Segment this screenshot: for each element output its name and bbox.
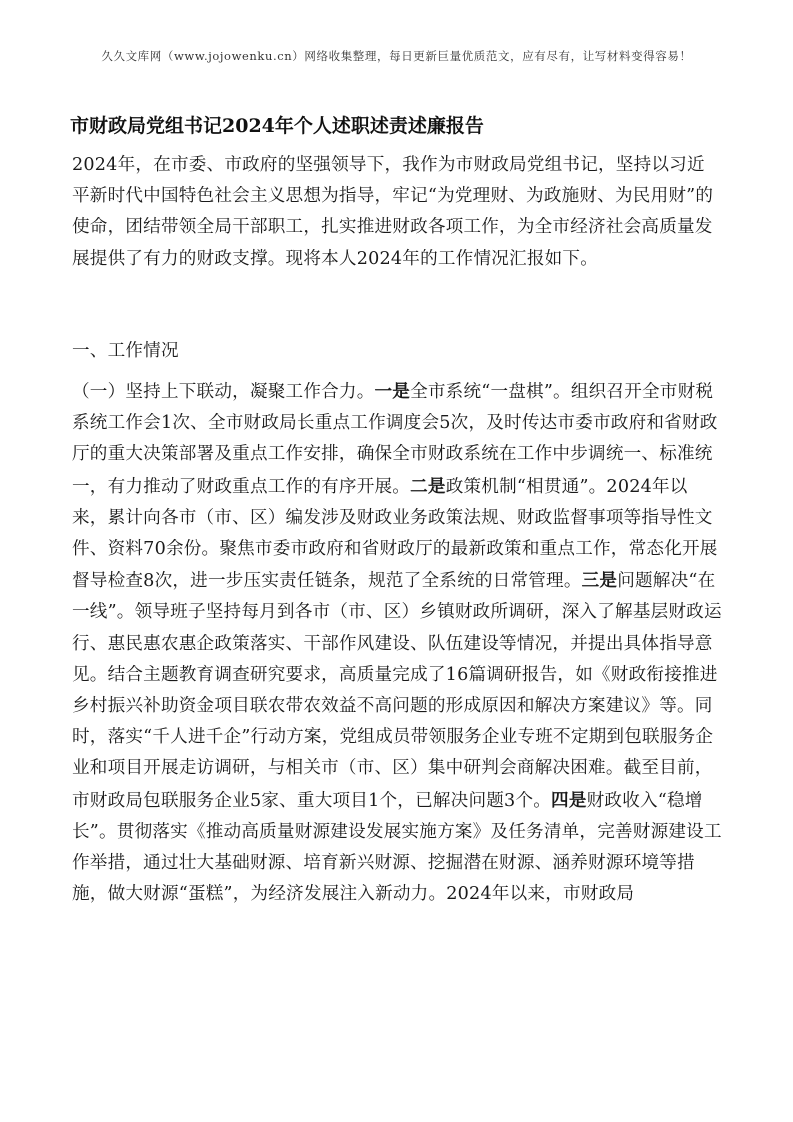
point-fourth-text: 财政收入“稳增长”。贯彻落实《推动高质量财源建设发展实施方案》及任务清单，完善财源建设工作举措，通过壮大基础财源、培育新兴财源、挖掘潜在财源、涵养财源环境等措施，做大财源“蛋糕”，为经济发展注入新动力。2024年以来，市财政局 [72, 790, 722, 905]
section-heading [72, 336, 722, 367]
work-paragraph-1-text [72, 376, 722, 910]
intro-text: 2024年，在市委、市政府的坚强领导下，我作为市财政局党组书记，坚持以习近平新时代中国特色社会主义思想为指导，牢记“为党理财、为政施财、为民用财”的使命，团结带领全局干部职工，扎实推进财政各项工作，为全市经济社会高质量发展提供了有力的财政支撑。现将本人2024年的工作情况汇报如下。 [72, 155, 714, 269]
document-title: 市财政局党组书记2024年个人述职述责述廉报告 [70, 115, 484, 137]
lead-first: 一是 [374, 381, 411, 402]
point-first-text: 全市系统“一盘棋”。组织召开全市财税系统工作会1次、全市财政局长重点工作调度会5次，及时传达市委市政府和省财政厅的重大决策部署及重点工作安排，确保全市财政系统在工作中步调统一、标准统一，有力推动了财政重点工作的有序开展。 [72, 382, 718, 497]
paragraph-opening: （一）坚持上下联动，凝聚工作合力。 [72, 382, 375, 402]
intro-paragraph [72, 150, 722, 275]
point-third-text: 问题解决“在一线”。领导班子坚持每月到各市（市、区）乡镇财政所调研，深入了解基层财政运行、惠民惠农惠企政策落实、干部作风建设、队伍建设等情况，并提出具体指导意见。结合主题教育调查研究要求，高质量完成了16篇调研报告，如《财政衔接推进乡村振兴补助资金项目联农带农效益不高问题的形成原因和解决方案建议》等。同时，落实“千人进千企”行动方案，党组成员带领服务企业专班不定期到包联服务企业和项目开展走访调研，与相关市（市、区）集中研判会商解决困难。截至目前，市财政局包联服务企业5家、重大项目1个，已解决问题3个。 [72, 571, 722, 811]
point-second-text: 政策机制“相贯通”。2024年以来，累计向各市（市、区）编发涉及财政业务政策法规、财政监督事项等指导性文件、资料70余份。聚焦市委市政府和省财政厅的最新政策和重点工作，常态化开展督导检查8次，进一步压实责任链条，规范了全系统的日常管理。 [72, 476, 718, 592]
work-paragraph-1 [72, 376, 722, 910]
lead-fourth: 四是 [551, 789, 587, 811]
section-heading-text: 一、工作情况 [72, 341, 179, 361]
lead-second: 二是 [410, 475, 446, 497]
header-note: 久久文库网（www.jojowenku.cn）网络收集整理，每日更新巨量优质范文，应有尽有，让写材料变得容易！ [101, 49, 692, 63]
lead-third: 三是 [581, 570, 618, 592]
